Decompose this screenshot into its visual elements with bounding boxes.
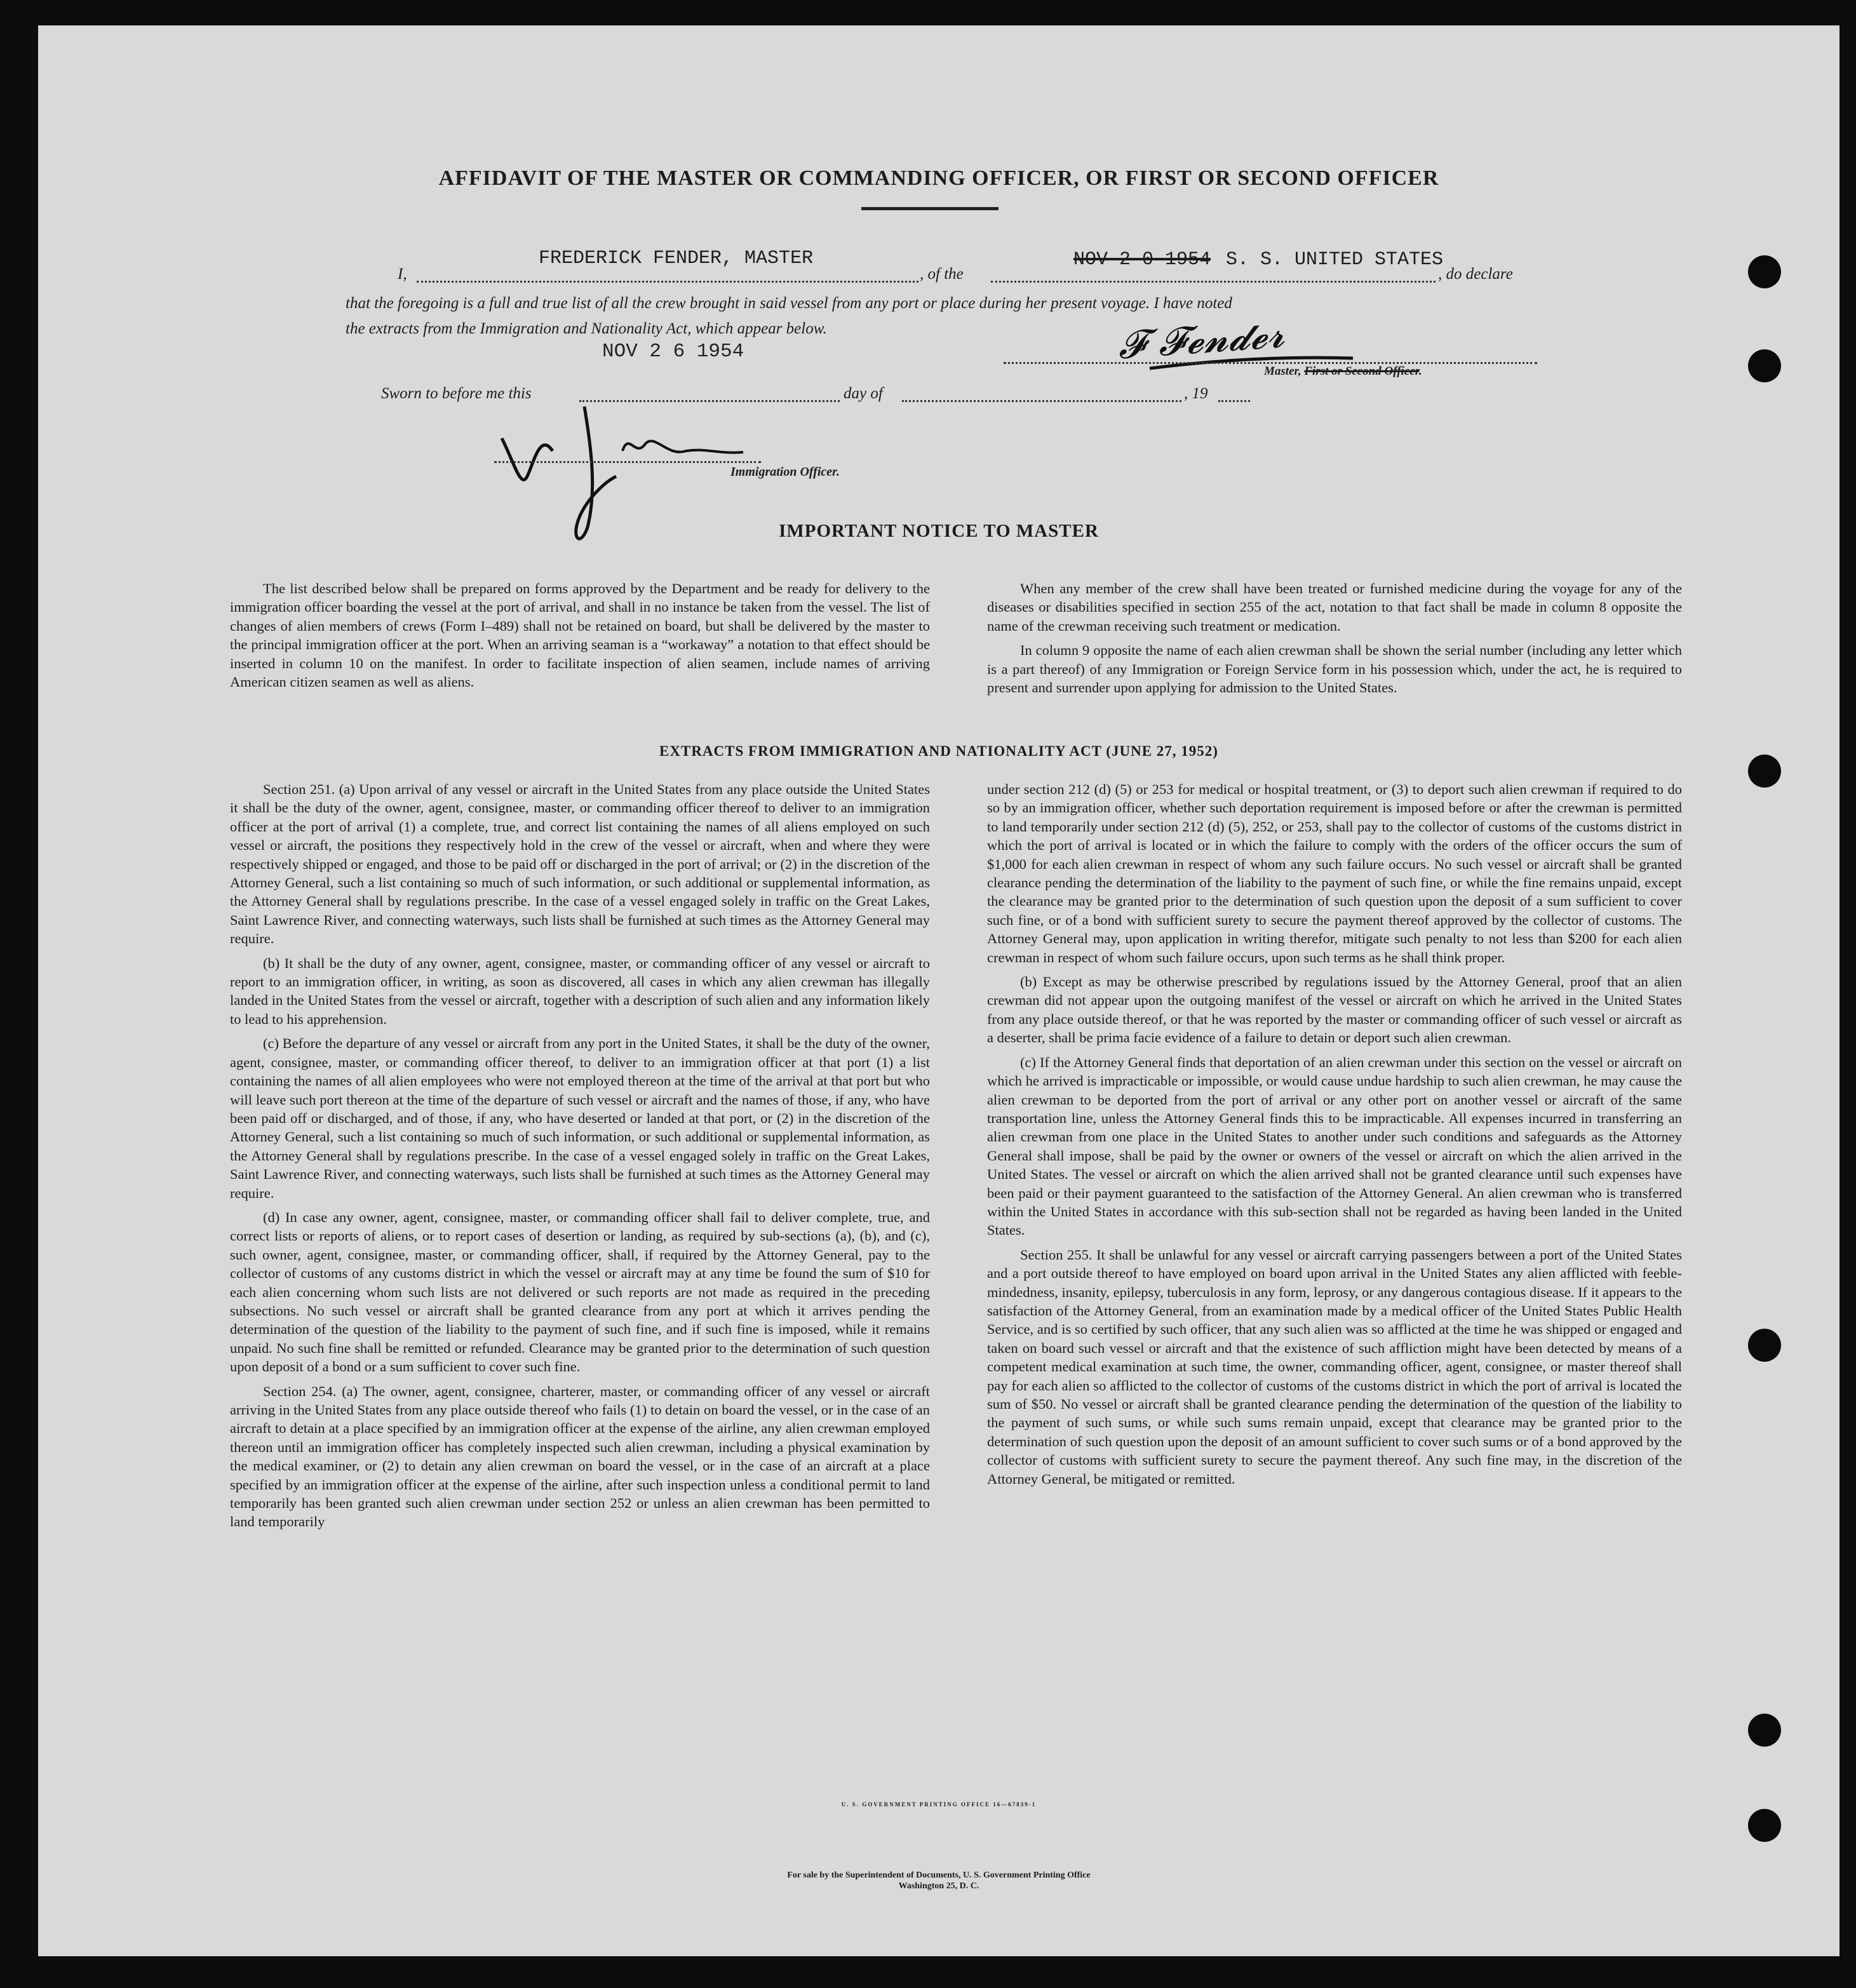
sworn-year-line	[1218, 400, 1250, 402]
extracts-title: EXTRACTS FROM IMMIGRATION AND NATIONALITY ACT (JUNE 27, 1952)	[659, 743, 1218, 759]
sale-notice-line-1: For sale by the Superintendent of Documents, U. S. Government Printing Office	[787, 1870, 1091, 1880]
master-name: FREDERICK FENDER, MASTER	[539, 248, 814, 269]
master-signature: 𝓕 𝓕𝓮𝓷𝓭𝓮𝓻	[1116, 311, 1286, 368]
extract-paragraph: (c) If the Attorney General finds that deportation of an alien crewman under this section on the vessel or aircraft on which he arrived is impracticable or impossible, or would cause undue hardship to such alien crewman, he may cause the alien crewman to be deported from the port of arrival or any other port on another vessel or aircraft of the same transportation line, unless the Attorney General finds this to be impracticable. All expenses incurred in transferring an alien crewman from one place in the United States to another under such conditions and safeguards as the Attorney General shall impose, shall be paid by the owner or owners of the vessel or aircraft on which the alien arrived in the United States. The vessel or aircraft on which the alien arrived shall not be granted clearance until such expenses have been paid or their payment guaranteed to the satisfaction of the Attorney General. An alien crewman who is transferred within the United States in accordance with this sub-section shall not be regarded as having been landed in the United States.	[987, 1054, 1682, 1239]
notice-right-column	[987, 579, 1682, 702]
notice-left-column	[230, 579, 930, 697]
sale-notice	[38, 1870, 1839, 1891]
title-rule	[861, 207, 999, 210]
notice-right-paragraph-1: When any member of the crew shall have been treated or furnished medicine during the voyage for any of the diseases or disabilities specified in section 255 of the act, notation to that fact shall be made in column 8 opposite the name of the crewman receiving such treatment or medication.	[987, 581, 1682, 634]
extract-paragraph: Section 255. It shall be unlawful for any vessel or aircraft carrying passengers between a port of the United States and a port outside thereof to have employed on board upon arrival in the United States any alien afflicted with feeble-mindedness, insanity, epilepsy, tuberculosis in any form, leprosy, or any dangerous contagious disease. If it appears to the satisfaction of the Attorney General, from an examination made by a medical officer of the United States Public Health Service, and is so certified by such officer, that any such alien was so afflicted at the time he was shipped or engaged and taken on board such vessel or aircraft and that the existence of such affliction might have been detected by means of a competent medical examination at such time, the owner, commanding officer, agent, consignee, or master thereof shall pay for each alien so afflicted to the collector of customs of the customs district in which the port of arrival is located the sum of $50. No vessel or aircraft shall be granted clearance pending the determination of the question of the liability to the payment of such sums, or while such sums remain unpaid, except that clearance may be granted prior to the determination of such question upon the deposit of an amount sufficient to cover such sums or of a bond approved by the collector of customs with sufficient surety to secure the payment thereof. Any such fine may, in the discretion of the Attorney General, be mitigated or remitted.	[987, 1246, 1682, 1487]
immigration-officer-line	[494, 461, 761, 463]
sworn-label: Sworn to before me this	[381, 385, 532, 402]
sale-notice-line-2: Washington 25, D. C.	[898, 1881, 979, 1891]
punch-hole	[1748, 1809, 1781, 1842]
master-signature-line	[1004, 362, 1537, 364]
day-of-label: day of	[844, 385, 883, 402]
extract-paragraph: under section 212 (d) (5) or 253 for medical or hospital treatment, or (3) to deport such alien crewman if required to do so by an immigration officer, whether such deportation requirement is imposed before or after the crewman is permitted to land temporarily under section 212 (d) (5), 252, or 253, shall pay to the collector of customs of the customs district in which the port of arrival is located or in which the failure to comply with the orders of the officer occurs the sum of $1,000 for each alien crewman in respect of whom any such failure occurs. No such vessel or aircraft shall be granted clearance pending the determination of the liability to the payment of such fine, or while the fine remains unpaid, except the clearance may be granted prior to the determination of such question upon the deposit of a sum sufficient to cover such fine, or of a bond with sufficient surety to secure the payment thereof approved by the collector of customs. The Attorney General may, upon application in writing therefor, mitigate such penalty to not less than $200 for each alien crewman in respect of whom such failure occurs, upon such terms as he shall think proper.	[987, 781, 1682, 965]
punch-hole	[1748, 755, 1781, 788]
document-page	[38, 25, 1839, 1956]
extract-paragraph: Section 251. (a) Upon arrival of any vessel or aircraft in the United States from any place outside the United States it shall be the duty of the owner, agent, consignee, master, or commanding officer thereof to deliver to an immigration officer at the port of arrival (1) a complete, true, and correct list containing the names of all aliens employed on such vessel or aircraft, the positions they respectively hold in the crew of the vessel or aircraft, when and where they were respectively shipped or engaged, and those to be paid off or discharged in the port of arrival; or (2) in the discretion of the Attorney General, such a list containing so much of such information, or such additional or supplemental information, as the Attorney General shall by regulations prescribe. In the case of a vessel engaged solely in traffic on the Great Lakes, Saint Lawrence River, and connecting waterways, such lists shall be furnished at such times as the Attorney General may require.	[230, 781, 930, 947]
declaration-line-2: that the foregoing is a full and true list of all the crew brought in said vessel from any port or place during her present voyage. I have noted	[346, 295, 1232, 312]
notice-left-paragraph: The list described below shall be prepared on forms approved by the Department and be ready for delivery to the immigration officer boarding the vessel at the port of arrival, and shall in no instance be taken from the vessel. The list of changes of alien members of crews (Form I–489) shall not be retained on board, but shall be delivered by the master to the principal immigration officer at the port. When an arriving seaman is a “workaway” a notation to that effect should be inserted in column 10 on the manifest. In order to facilitate inspection of alien seamen, include names of arriving American citizen seamen as well as aliens.	[230, 581, 930, 690]
extract-paragraph: (b) It shall be the duty of any owner, agent, consignee, master, or commanding officer of any vessel or aircraft to report to an immigration officer, in writing, as soon as discovered, all cases in which any alien crewman has illegally landed in the United States from the vessel or aircraft, together with a description of such alien and any information likely to lead to his apprehension.	[230, 955, 930, 1027]
vessel-name: S. S. UNITED STATES	[1226, 249, 1444, 271]
declaration-line-3: the extracts from the Immigration and Nationality Act, which appear below.	[346, 320, 827, 337]
punch-hole	[1748, 1329, 1781, 1362]
extract-paragraph: (c) Before the departure of any vessel or aircraft from any port in the United States, it shall be the duty of the owner, agent, consignee, master, or commanding officer thereof, to deliver to an immigration officer at that port (1) a list containing the names of all alien employees who were not employed thereon at the time of the arrival at that port but who will leave such port thereon at the time of the departure of such vessel or aircraft and the names of those, if any, who have been paid off or discharged, and of those, if any, who have deserted or landed at that port, or (2) in the discretion of the Attorney General, such a list containing so much of such information, or such additional or supplemental information, as the Attorney General shall by regulations prescribe. In the case of a vessel engaged solely in traffic on the Great Lakes, Saint Lawrence River, and connecting waterways, such lists shall be furnished at such times as the Attorney General may require.	[230, 1035, 930, 1201]
sworn-date-stamp: NOV 2 6 1954	[602, 340, 744, 363]
declaration-prefix: I,	[398, 265, 407, 283]
punch-hole	[1748, 349, 1781, 382]
crossed-date: NOV 2 0 1954	[1073, 249, 1211, 271]
master-title-label: Master, First or Second Officer.	[1264, 365, 1422, 378]
year-prefix: , 19	[1184, 385, 1208, 402]
do-declare-label: , do declare	[1438, 265, 1513, 283]
immigration-officer-label: Immigration Officer.	[730, 465, 840, 479]
name-field-line	[417, 281, 918, 283]
notice-right-paragraph-2: In column 9 opposite the name of each alien crewman shall be shown the serial number (including any letter which is a part thereof) of any Immigration or Foreign Service form in his possession which, under the act, he is required to present and surrender upon applying for admission to the United States.	[987, 642, 1682, 696]
extract-paragraph: (d) In case any owner, agent, consignee, master, or commanding officer shall fail to deliver complete, true, and correct lists or reports of aliens, or to report cases of desertion or landing, as required by sub-sections (a), (b), and (c), such owner, agent, consignee, master, or commanding officer, shall, if required by the Attorney General, pay to the collector of customs of any customs district in which the vessel or aircraft may at any time be found the sum of $10 for each alien concerning whom such lists are not delivered or such reports are not made as required in the preceding subsections. No such vessel or aircraft shall be granted clearance from any port at which it arrives pending the determination of the question of the liability to the payment of such fine, and if such fine is imposed, while it remains unpaid. No such fine shall be remitted or refunded. Clearance may be granted prior to the determination of such question upon deposit of a bond or a sum sufficient to cover such fine.	[230, 1209, 930, 1375]
extracts-left-column	[230, 780, 930, 1537]
punch-hole	[1748, 255, 1781, 288]
notice-title: IMPORTANT NOTICE TO MASTER	[779, 521, 1099, 541]
punch-hole	[1748, 1714, 1781, 1747]
extracts-right-column	[987, 780, 1682, 1494]
printing-office-note: U. S. GOVERNMENT PRINTING OFFICE 16—67839-1	[841, 1801, 1037, 1808]
sworn-month-line	[902, 400, 1181, 402]
affidavit-title: AFFIDAVIT OF THE MASTER OR COMMANDING OFFICER, OR FIRST OR SECOND OFFICER	[438, 166, 1439, 190]
extract-paragraph: Section 254. (a) The owner, agent, consignee, charterer, master, or commanding officer of any vessel or aircraft arriving in the United States from any place outside thereof who fails (1) to detain on board the vessel, or in the case of an aircraft to detain at a place specified by an immigration officer at the expense of the airline, any alien crewman employed thereon until an immigration officer has completely inspected such alien crewman, including a physical examination by the medical examiner, or (2) to detain any alien crewman on board the vessel, or in the case of an aircraft at a place specified by an immigration officer at the expense of the airline, after such inspection unless a conditional permit to land temporarily has been granted such alien crewman under section 252 or unless an alien crewman has been permitted to land temporarily	[230, 1383, 930, 1530]
vessel-field-line	[991, 281, 1436, 283]
of-the-label: , of the	[920, 265, 964, 283]
extract-paragraph: (b) Except as may be otherwise prescribed by regulations issued by the Attorney General, proof that an alien crewman did not appear upon the outgoing manifest of the vessel or aircraft on which he arrived in the United States from any place outside thereof, or that he was reported by the master or commanding officer of such vessel or aircraft as a deserter, shall be prima facie evidence of a failure to detain or deport such alien crewman.	[987, 974, 1682, 1046]
